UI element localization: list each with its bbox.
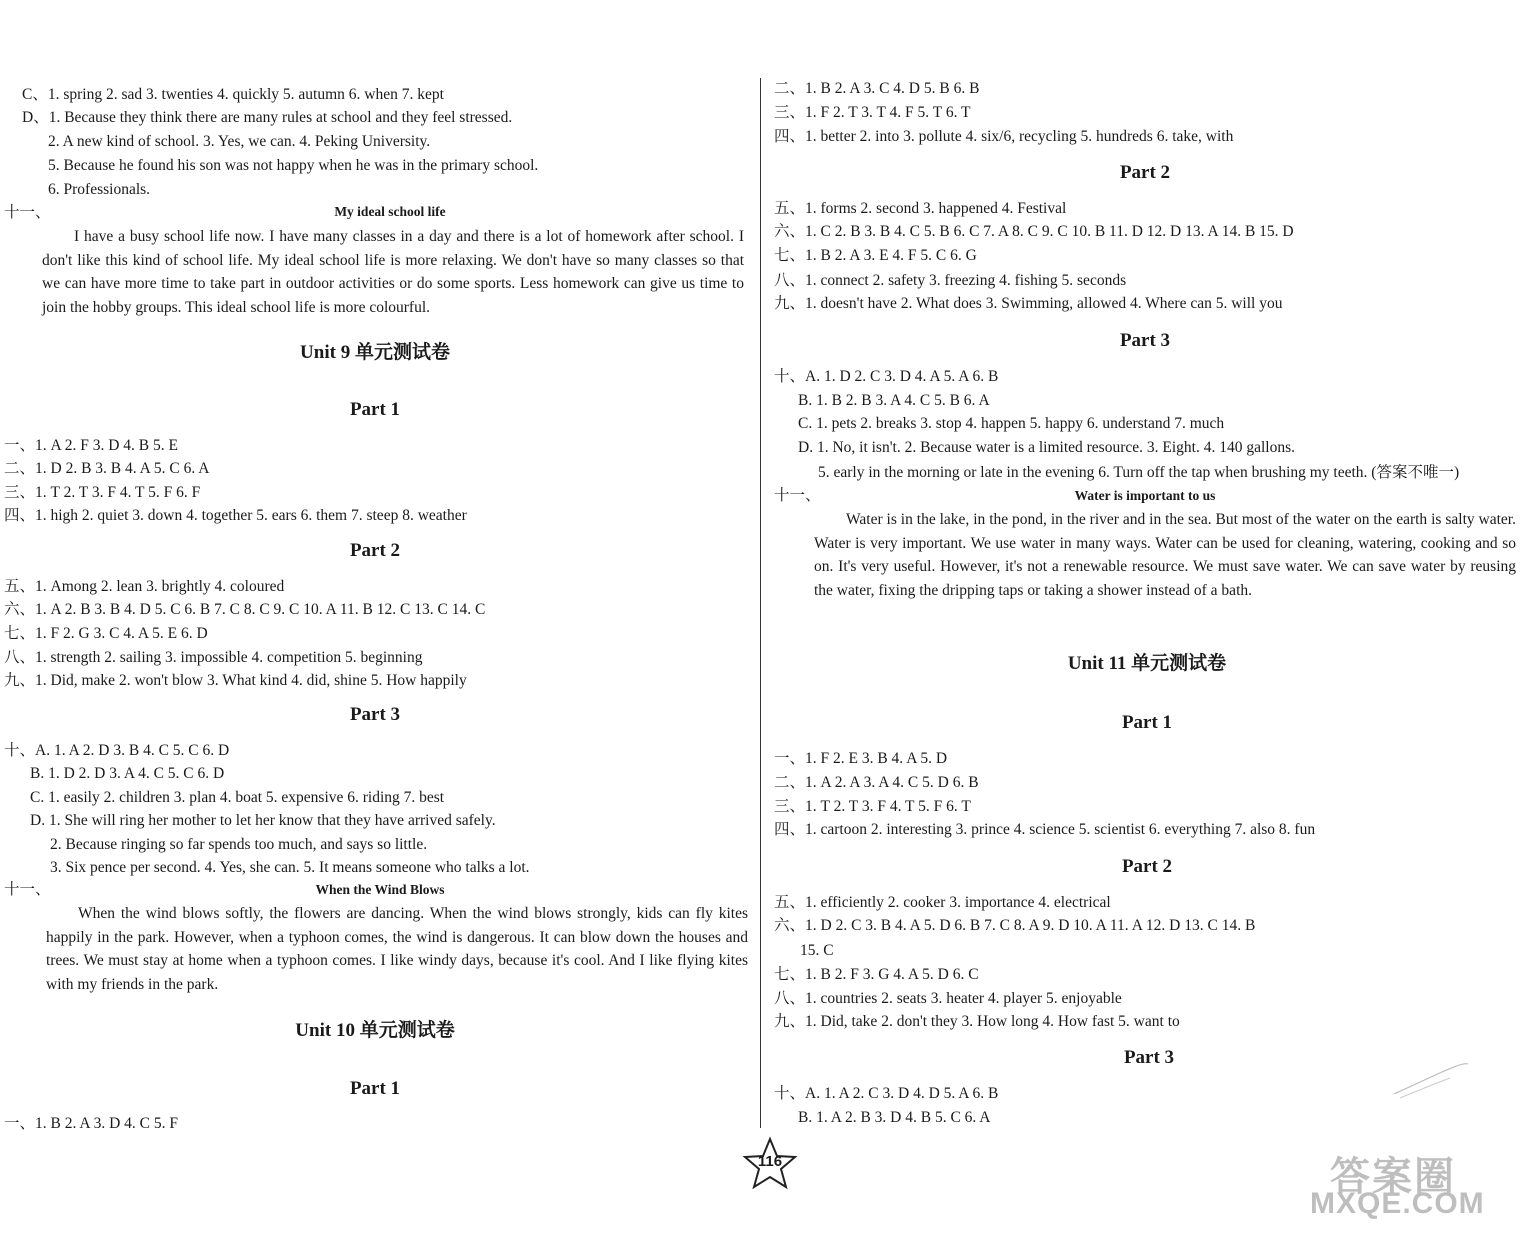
column-divider xyxy=(760,78,761,1128)
answer-line: D. 1. No, it isn't. 2. Because water is a limited resource. 3. Eight. 4. 140 gallons. xyxy=(798,439,1295,456)
answer-line: 四、1. better 2. into 3. pollute 4. six/6, recycling 5. hundreds 6. take, with xyxy=(774,128,1234,145)
answer-line: 八、1. strength 2. sailing 3. impossible 4. competition 5. beginning xyxy=(4,649,423,666)
part-heading: Part 2 xyxy=(349,540,401,561)
answer-line: 二、1. B 2. A 3. C 4. D 5. B 6. B xyxy=(774,80,980,97)
essay-title: My ideal school life xyxy=(334,204,446,219)
answer-line: 一、1. B 2. A 3. D 4. C 5. F xyxy=(4,1115,178,1132)
essay-title: Water is important to us xyxy=(1074,488,1216,503)
page-number: 116 xyxy=(757,1153,783,1170)
answer-line: 一、1. A 2. F 3. D 4. B 5. E xyxy=(4,437,178,454)
answer-line: B. 1. A 2. B 3. D 4. B 5. C 6. A xyxy=(798,1109,991,1126)
answer-line: 十、A. 1. A 2. C 3. D 4. D 5. A 6. B xyxy=(774,1085,999,1102)
answer-line: 九、1. doesn't have 2. What does 3. Swimming, allowed 4. Where can 5. will you xyxy=(774,295,1283,312)
essay-body: I have a busy school life now. I have many classes in a day and there is a lot of homework after school. I don't like this kind of school life. My ideal school life is more relaxing. We don't have so many classes so that we can have more time to take part in outdoor activities or do some sports. Less homework can give us time to join the hobby groups. This ideal school life is more colourful. xyxy=(42,228,744,316)
part-heading: Part 3 xyxy=(1123,1047,1175,1068)
answer-line: 三、1. T 2. T 3. F 4. T 5. F 6. T xyxy=(774,798,971,815)
answer-line: 六、1. A 2. B 3. B 4. D 5. C 6. B 7. C 8. C 9. C 10. A 11. B 12. C 13. C 14. C xyxy=(4,601,486,618)
answer-line: 五、1. Among 2. lean 3. brightly 4. coloured xyxy=(4,578,285,595)
unit-title: Unit 9 单元测试卷 xyxy=(300,342,450,363)
watermark-url: MXQE.COM xyxy=(1310,1187,1485,1220)
answer-line: 九、1. Did, make 2. won't blow 3. What kind 4. did, shine 5. How happily xyxy=(4,672,467,689)
answer-line: 三、1. T 2. T 3. F 4. T 5. F 6. F xyxy=(4,484,201,501)
essay-body: When the wind blows softly, the flowers are dancing. When the wind blows strongly, kids can fly kites happily in the park. However, when a typhoon comes, the wind is dangerous. It can blow down the houses and trees. We must stay at home when a typhoon comes. I like windy days, because it's cool. And I like flying kites with my friends in the park. xyxy=(46,905,748,993)
part-heading: Part 3 xyxy=(349,704,401,725)
answer-line: D、1. Because they think there are many rules at school and they feel stressed. xyxy=(22,109,513,126)
answer-line: 四、1. high 2. quiet 3. down 4. together 5. ears 6. them 7. steep 8. weather xyxy=(4,507,467,524)
answer-line: C. 1. easily 2. children 3. plan 4. boat 5. expensive 6. riding 7. best xyxy=(30,789,445,806)
answer-line: D. 1. She will ring her mother to let her know that they have arrived safely. xyxy=(30,812,496,829)
part-heading: Part 3 xyxy=(1119,330,1171,351)
essay-body: Water is in the lake, in the pond, in the river and in the sea. But most of the water on the earth is salty water. Water is very important. We use water in many ways. Water can be used for cleaning, watering, cooking and so on. It's very useful. However, it's not a renewable resource. We must save water. We can save water by reusing the water, fixing the dripping taps or taking a shower instead of a bath. xyxy=(814,511,1516,599)
section-marker: 十一、 xyxy=(774,487,821,504)
answer-line: 3. Six pence per second. 4. Yes, she can. 5. It means someone who talks a lot. xyxy=(50,859,530,876)
section-marker: 十一、 xyxy=(4,881,51,898)
watermark-logo-text: 答案圈 xyxy=(1330,1154,1456,1200)
answer-line: 二、1. D 2. B 3. B 4. A 5. C 6. A xyxy=(4,460,210,477)
answer-line: C、1. spring 2. sad 3. twenties 4. quickly 5. autumn 6. when 7. kept xyxy=(22,86,444,103)
answer-line: B. 1. B 2. B 3. A 4. C 5. B 6. A xyxy=(798,392,990,409)
answer-line: 七、1. F 2. G 3. C 4. A 5. E 6. D xyxy=(4,625,208,642)
answer-line: 五、1. efficiently 2. cooker 3. importance 4. electrical xyxy=(774,894,1111,911)
unit-title: Unit 11 单元测试卷 xyxy=(1067,653,1227,674)
part-heading: Part 2 xyxy=(1121,856,1173,877)
answer-line: 六、1. C 2. B 3. B 4. C 5. B 6. C 7. A 8. C 9. C 10. B 11. D 12. D 13. A 14. B 15. D xyxy=(774,223,1294,240)
part-heading: Part 1 xyxy=(349,1078,401,1099)
answer-line: C. 1. pets 2. breaks 3. stop 4. happen 5. happy 6. understand 7. much xyxy=(798,415,1225,432)
answer-line: 十、A. 1. A 2. D 3. B 4. C 5. C 6. D xyxy=(4,742,230,759)
watermark xyxy=(1310,1145,1530,1225)
answer-line: 5. early in the morning or late in the evening 6. Turn off the tap when brushing my teeth. (答案不唯一) xyxy=(818,464,1460,481)
answer-line: 三、1. F 2. T 3. T 4. F 5. T 6. T xyxy=(774,104,971,121)
answer-line: 五、1. forms 2. second 3. happened 4. Festival xyxy=(774,200,1067,217)
pencil-mark-icon xyxy=(1390,1060,1470,1100)
answer-line: 六、1. D 2. C 3. B 4. A 5. D 6. B 7. C 8. A 9. D 10. A 11. A 12. D 13. C 14. B xyxy=(774,917,1256,934)
essay-title: When the Wind Blows xyxy=(315,882,445,897)
answer-line: 2. Because ringing so far spends too much, and says so little. xyxy=(50,836,428,853)
answer-line: 七、1. B 2. F 3. G 4. A 5. D 6. C xyxy=(774,966,979,983)
answer-line: 15. C xyxy=(800,942,834,959)
unit-title: Unit 10 单元测试卷 xyxy=(295,1020,455,1041)
answer-line: 十、A. 1. D 2. C 3. D 4. A 5. A 6. B xyxy=(774,368,999,385)
answer-line: 2. A new kind of school. 3. Yes, we can. 4. Peking University. xyxy=(48,133,431,150)
answer-line: 5. Because he found his son was not happy when he was in the primary school. xyxy=(48,157,539,174)
answer-line: B. 1. D 2. D 3. A 4. C 5. C 6. D xyxy=(30,765,225,782)
answer-line: 七、1. B 2. A 3. E 4. F 5. C 6. G xyxy=(774,247,977,264)
answer-line: 四、1. cartoon 2. interesting 3. prince 4. science 5. scientist 6. everything 7. also 8. fun xyxy=(774,821,1316,838)
answer-line: 八、1. connect 2. safety 3. freezing 4. fishing 5. seconds xyxy=(774,272,1127,289)
answer-line: 一、1. F 2. E 3. B 4. A 5. D xyxy=(774,750,948,767)
part-heading: Part 2 xyxy=(1119,162,1171,183)
part-heading: Part 1 xyxy=(1121,712,1173,733)
part-heading: Part 1 xyxy=(349,399,401,420)
answer-line: 九、1. Did, take 2. don't they 3. How long 4. How fast 5. want to xyxy=(774,1013,1180,1030)
answer-line: 二、1. A 2. A 3. A 4. C 5. D 6. B xyxy=(774,774,979,791)
answer-line: 6. Professionals. xyxy=(48,181,151,198)
answer-line: 八、1. countries 2. seats 3. heater 4. player 5. enjoyable xyxy=(774,990,1122,1007)
section-marker: 十一、 xyxy=(4,204,51,221)
